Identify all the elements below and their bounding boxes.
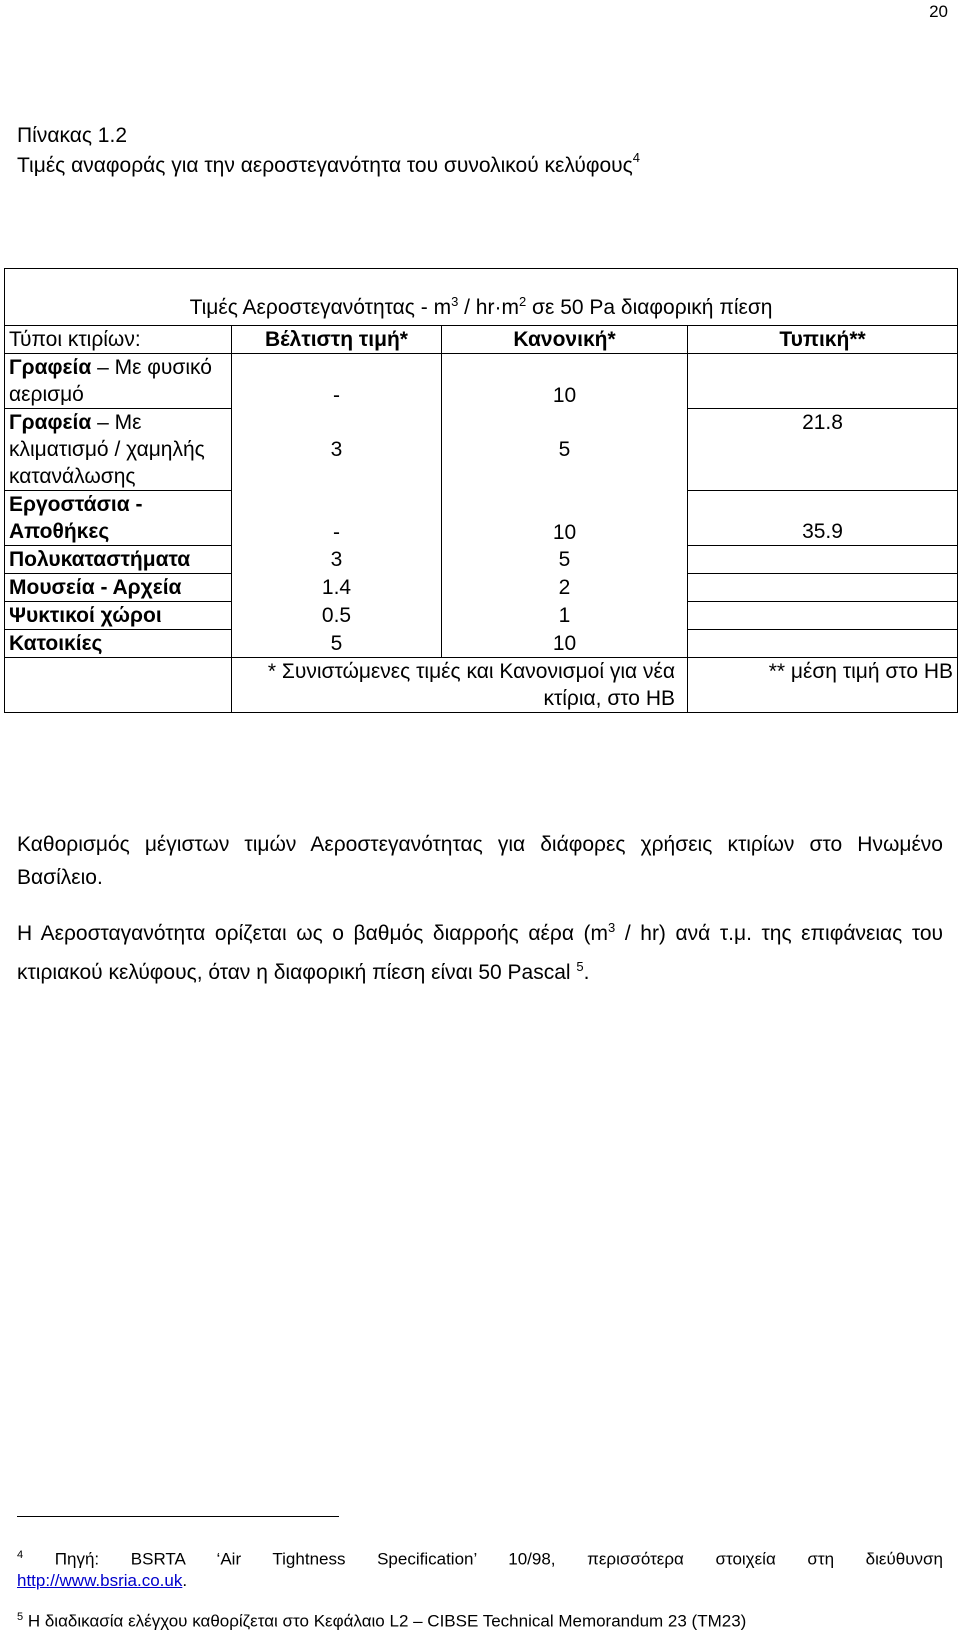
footnote-4-link-line: http://www.bsria.co.uk. [17, 1571, 188, 1590]
table-title [17, 152, 640, 178]
table-header-main-row [5, 269, 958, 326]
table-row [5, 354, 958, 409]
row-best: - [232, 354, 442, 409]
airtightness-table [4, 268, 958, 713]
column-header-type: Τύποι κτιρίων: [5, 326, 232, 354]
row-normal: 10 [442, 630, 688, 658]
footnote-divider [17, 1516, 339, 1517]
row-typical [688, 630, 958, 658]
note-recommended: * Συνιστώμενες τιμές και Κανονισμοί για νέα κτίρια, στο ΗΒ [232, 658, 688, 713]
table-notes-row [5, 658, 958, 713]
row-typical [688, 602, 958, 630]
row-best: 5 [232, 630, 442, 658]
row-best: - [232, 491, 442, 546]
table-title-text: Τιμές αναφοράς για την αεροστεγανότητα του συνολικού κελύφους [17, 154, 633, 177]
table-row [5, 630, 958, 658]
row-normal: 10 [442, 491, 688, 546]
table-label: Πίνακας 1.2 [17, 124, 128, 147]
table-columns-row [5, 326, 958, 354]
bsria-link[interactable]: http://www.bsria.co.uk [17, 1571, 183, 1590]
row-normal: 5 [442, 546, 688, 574]
row-type: Ψυκτικοί χώροι [5, 602, 232, 630]
row-normal: 10 [442, 354, 688, 409]
column-header-best: Βέλτιστη τιμή* [232, 326, 442, 354]
row-typical: 35.9 [688, 491, 958, 546]
row-typical: 21.8 [688, 409, 958, 491]
row-best: 3 [232, 409, 442, 491]
paragraph-airtightness-definition: Η Αεροσταγανότητα ορίζεται ως ο βαθμός διαρροής αέρα $(m^3 / hr)$ ανά τ.μ. της επιφάνειας του κτιριακού κελύφους, όταν η διαφορική πίεση είναι 50 Pascal $^5$. [17, 920, 943, 984]
footnote-ref-5: 5 [576, 959, 584, 974]
page-number: 20 [929, 2, 948, 21]
row-typical [688, 574, 958, 602]
table-row [5, 574, 958, 602]
row-type: Γραφεία – Με φυσικό αερισμό [5, 354, 232, 409]
table-row [5, 491, 958, 546]
row-typical [688, 354, 958, 409]
footnote-5: $^5$ Η διαδικασία ελέγχου καθορίζεται στο Κεφάλαιο L2 – CIBSE Technical Memorandum 23 (TM23) [17, 1611, 747, 1631]
table-row [5, 602, 958, 630]
note-average: ** μέση τιμή στο ΗΒ [688, 658, 958, 713]
row-type: Μουσεία - Αρχεία [5, 574, 232, 602]
row-best: 0.5 [232, 602, 442, 630]
paragraph-definition-uk: Καθορισμός μέγιστων τιμών Αεροστεγανότητας για διάφορες χρήσεις κτιρίων στο Ηνωμένο Βασίλειο. [17, 833, 943, 889]
column-header-normal: Κανονική* [442, 326, 688, 354]
row-type: Γραφεία – Με κλιματισμό / χαμηλής κατανάλωσης [5, 409, 232, 491]
row-normal: 2 [442, 574, 688, 602]
row-type: Κατοικίες [5, 630, 232, 658]
row-typical [688, 546, 958, 574]
row-normal: 1 [442, 602, 688, 630]
row-best: 3 [232, 546, 442, 574]
row-type: Εργοστάσια - Αποθήκες [5, 491, 232, 546]
column-header-typical: Τυπική** [688, 326, 958, 354]
row-normal: 5 [442, 409, 688, 491]
table-notes-empty [5, 658, 232, 713]
footnote-ref-4: 4 [632, 150, 641, 165]
row-best: 1.4 [232, 574, 442, 602]
footnote-4-line: $^4$ Πηγή: BSRTA ‘Air Tightness Specification’ 10/98, περισσότερα στοιχεία στη διεύθυνση [17, 1549, 943, 1569]
table-row [5, 409, 958, 491]
table-header-main: Τιμές $A\varepsilon\rho o\sigma\tau\varepsilon\gamma\alpha\nu ό\tau\eta\tau\alpha\varsigma - m^3 / hr\cdot m^2$ σε 50 Pa διαφορική πίεση [5, 269, 958, 326]
row-type: Πολυκαταστήματα [5, 546, 232, 574]
table-row [5, 546, 958, 574]
